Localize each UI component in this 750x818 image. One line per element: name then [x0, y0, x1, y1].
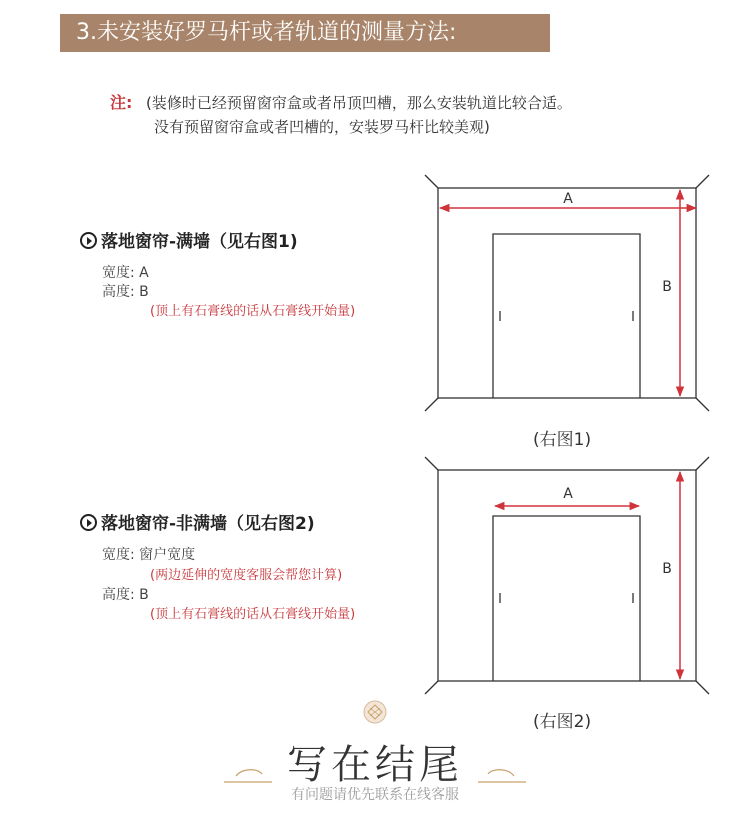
section2-height-note: (顶上有石膏线的话从石膏线开始量)	[150, 607, 356, 622]
ornament-medallion-icon	[364, 701, 386, 723]
label-b: B	[662, 561, 672, 577]
footer-subtitle: 有问题请优先联系在线客服	[291, 787, 459, 803]
height-value: B	[139, 284, 149, 300]
diagram-2	[425, 457, 709, 694]
label-b: B	[662, 279, 672, 295]
window-frame	[493, 234, 640, 398]
height-label: 高度:	[102, 284, 135, 300]
height-value: B	[139, 587, 149, 603]
section1-height-note: (顶上有石膏线的话从石膏线开始量)	[150, 304, 356, 319]
width-value: A	[139, 265, 149, 281]
width-label: 宽度:	[102, 547, 135, 563]
note-line-1: (装修时已经预留窗帘盒或者吊顶凹槽，那么安装轨道比较合适。	[146, 94, 572, 112]
width-label: 宽度:	[102, 265, 135, 281]
width-value: 窗户宽度	[139, 547, 196, 563]
room-wall-outline	[438, 188, 696, 398]
note-line-2: 没有预留窗帘盒或者凹槽的，安装罗马杆比较美观)	[154, 118, 490, 136]
perspective-line	[696, 681, 709, 694]
diagram-1	[425, 175, 709, 411]
label-a: A	[563, 486, 573, 502]
perspective-line	[425, 681, 438, 694]
perspective-line	[425, 398, 438, 411]
perspective-line	[425, 457, 438, 470]
perspective-line	[425, 175, 438, 188]
note-label: 注:	[110, 93, 133, 112]
label-a: A	[563, 191, 573, 207]
perspective-line	[696, 398, 709, 411]
figure1-caption: (右图1)	[533, 430, 592, 450]
section2-width-note: (两边延伸的宽度客服会帮您计算)	[150, 568, 343, 583]
perspective-line	[696, 457, 709, 470]
section2-title-text: 落地窗帘-非满墙（见右图2)	[101, 514, 315, 534]
perspective-line	[696, 175, 709, 188]
window-frame	[493, 516, 640, 681]
section1-title-text: 落地窗帘-满墙（见右图1)	[101, 232, 298, 252]
footer-title: 写在结尾	[287, 742, 463, 788]
figure2-caption: (右图2)	[533, 712, 592, 732]
height-label: 高度:	[102, 587, 135, 603]
banner-title: 3.未安装好罗马杆或者轨道的测量方法:	[76, 20, 457, 45]
